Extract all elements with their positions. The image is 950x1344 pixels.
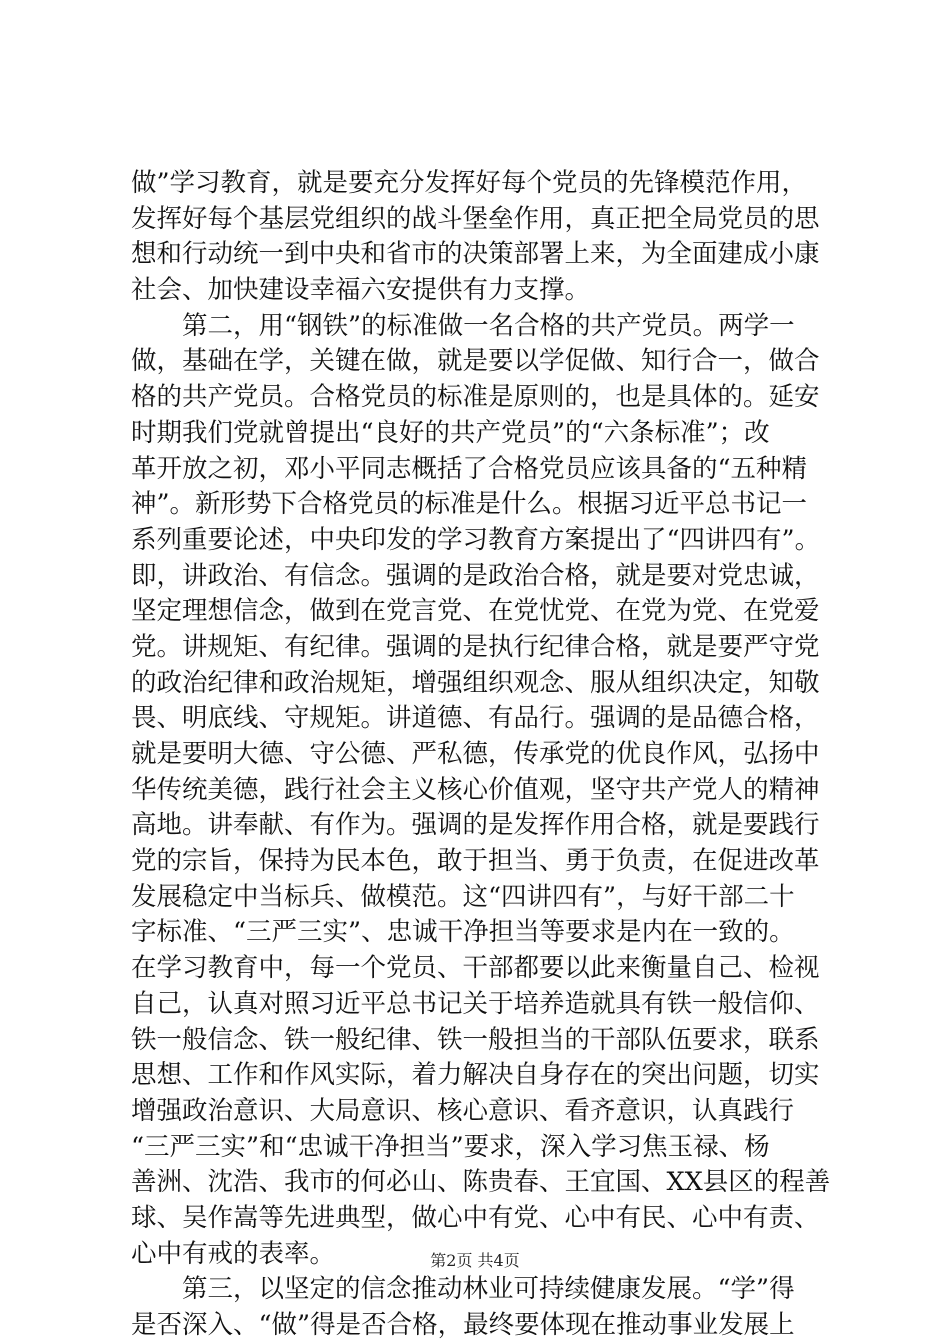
text-line: 党。讲规矩、有纪律。强调的是执行纪律合格，就是要严守党 xyxy=(131,631,820,662)
text-line: 字标准、“三严三实”、忠诚干净担当等要求是内在一致的。 xyxy=(131,917,795,948)
text-line: 高地。讲奉献、有作为。强调的是发挥作用合格，就是要践行 xyxy=(131,810,820,841)
text-line: 增强政治意识、大局意识、核心意识、看齐意识，认真践行 xyxy=(131,1095,795,1126)
text-line: 发展稳定中当标兵、做模范。这“四讲四有”，与好干部二十 xyxy=(131,881,795,912)
text-line: 是否深入、“做”得是否合格，最终要体现在推动事业发展上 xyxy=(131,1310,795,1340)
text-line: 发挥好每个基层党组织的战斗堡垒作用，真正把全局党员的思 xyxy=(131,203,820,234)
text-line: 在学习教育中，每一个党员、干部都要以此来衡量自己、检视 xyxy=(131,953,820,984)
body-text xyxy=(131,166,831,1344)
text-line: 铁一般信念、铁一般纪律、铁一般担当的干部队伍要求，联系 xyxy=(131,1024,820,1055)
text-line: 即，讲政治、有信念。强调的是政治合格，就是要对党忠诚， xyxy=(131,560,820,591)
text-line: 善洲、沈浩、我市的何必山、陈贵春、王宜国、XX县区的程善 xyxy=(131,1167,831,1198)
page-footer: 第2页 共4页 xyxy=(430,1251,520,1270)
text-line: 做”学习教育，就是要充分发挥好每个党员的先锋模范作用， xyxy=(131,168,808,198)
text-line: 革开放之初，邓小平同志概括了合格党员应该具备的“五种精 xyxy=(131,453,808,484)
text-line: 球、吴作嵩等先进典型，做心中有党、心中有民、心中有责、 xyxy=(131,1202,820,1233)
text-line: 做，基础在学，关键在做，就是要以学促做、知行合一，做合 xyxy=(131,346,820,377)
text-line: 就是要明大德、守公德、严私德，传承党的优良作风，弘扬中 xyxy=(131,739,820,769)
text-line: 党的宗旨，保持为民本色，敢于担当、勇于负责，在促进改革 xyxy=(131,846,820,877)
text-line: 想和行动统一到中央和省市的决策部署上来，为全面建成小康 xyxy=(131,239,820,270)
text-line: 格的共产党员。合格党员的标准是原则的，也是具体的。延安 xyxy=(131,382,820,413)
text-line: 的政治纪律和政治规矩，增强组织观念、服从组织决定，知敬 xyxy=(131,667,820,698)
text-line: 第二，用“钢铁”的标准做一名合格的共产党员。两学一 xyxy=(182,310,795,341)
text-line: 系列重要论述，中央印发的学习教育方案提出了“四讲四有”。 xyxy=(131,524,821,555)
text-line: 华传统美德，践行社会主义核心价值观，坚守共产党人的精神 xyxy=(131,774,820,805)
text-line: 时期我们党就曾提出“良好的共产党员”的“六条标准”；改 xyxy=(131,417,770,448)
text-line: 第三，以坚定的信念推动林业可持续健康发展。“学”得 xyxy=(182,1274,795,1305)
text-line: 社会、加快建设幸福六安提供有力支撑。 xyxy=(131,275,591,306)
text-line: 神”。新形势下合格党员的标准是什么。根据习近平总书记一 xyxy=(131,489,808,520)
text-line: 自己，认真对照习近平总书记关于培养造就具有铁一般信仰、 xyxy=(131,988,820,1019)
text-line: “三严三实”和“忠诚干净担当”要求，深入学习焦玉禄、杨 xyxy=(131,1131,770,1162)
text-line: 心中有戒的表率。 xyxy=(131,1238,336,1269)
text-line: 思想、工作和作风实际，着力解决自身存在的突出问题，切实 xyxy=(131,1060,820,1091)
text-line: 畏、明底线、守规矩。讲道德、有品行。强调的是品德合格， xyxy=(131,703,820,734)
text-line: 坚定理想信念，做到在党言党、在党忧党、在党为党、在党爱 xyxy=(131,596,820,627)
